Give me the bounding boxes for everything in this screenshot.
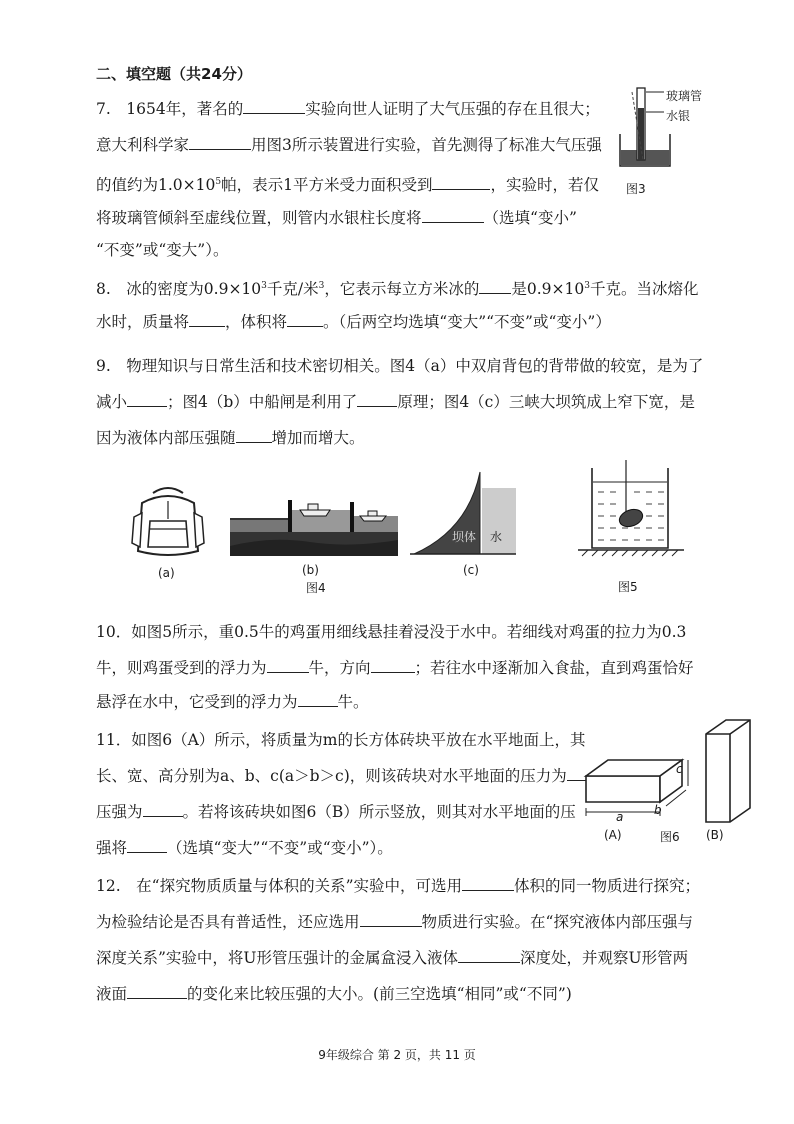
fig4-caption: 图4 [306,581,326,595]
q8-blank-2[interactable] [189,312,225,327]
q10-blank-3[interactable] [298,692,338,707]
figure-6-bricks [582,716,762,826]
q9-line-2: 减小 ；图4（b）中船闸是利用了 原理；图4（c）三峡大坝筑成上窄下宽，是 [96,393,695,411]
fig3-label-tube: 玻璃管 [666,89,703,103]
q7-line-3: 的值约为$1.0\times 10^5$帕，表示1平方米受力面积受到 ，实验时，若仅 [96,176,599,195]
q7-line-5: “不变”或“变大”）。 [96,241,229,259]
q12-line-2: 为检验结论是否具有普适性，还应选用 物质进行实验。在“探究液体内部压强与 [96,913,693,931]
q10-blank-1[interactable] [267,658,309,673]
fig4a-label: (a) [158,566,175,580]
q10-line-1: 10．如图5所示，重0.5牛的鸡蛋用细线悬挂着浸没于水中。若细线对鸡蛋的拉力为0.3 [96,623,687,641]
q9-line-1: 9. 物理知识与日常生活和技术密切相关。图4（a）中双肩背包的背带做的较宽，是为了 [96,357,704,375]
q8-blank-3[interactable] [287,312,323,327]
q7-blank-1[interactable] [243,99,305,114]
q11-line-4: 强将 （选填“变大”“不变”或“变小”）。 [96,839,393,857]
q11-line-2: 长、宽、高分别为a、b、c(a＞b＞c)，则该砖块对水平地面的压力为 [96,766,622,786]
q7-blank-2[interactable] [189,135,251,150]
q10-line-2: 牛，则鸡蛋受到的浮力为 牛，方向 ；若往水中逐渐加入食盐，直到鸡蛋恰好 [96,659,694,677]
q12-line-4: 液面 的变化来比较压强的大小。(前三空选填“相同”或“不同”) [96,985,572,1003]
q12-line-1: 12. 在“探究物质质量与体积的关系”实验中，可选用 体积的同一物质进行探究； [96,877,701,895]
q7-line-4: 将玻璃管倾斜至虚线位置，则管内水银柱长度将 （选填“变小” [96,209,577,227]
q11-line-1: 11．如图6（A）所示，将质量为m的长方体砖块平放在水平地面上，其 [96,731,586,749]
q7-blank-4[interactable] [422,208,484,223]
figure-5-egg-in-water [576,460,686,558]
q9-blank-3[interactable] [236,428,272,443]
fig4b-label: (b) [302,563,319,577]
fig3-label-mercury: 水银 [666,109,691,123]
fig4c-dam-label: 坝体 [452,530,477,544]
q7-line-1: 7. 1654年，著名的 实验向世人证明了大气压强的存在且很大； [96,100,600,118]
fig6-label-c: c [676,762,683,776]
fig4c-water-label: 水 [490,530,503,544]
q12-blank-3[interactable] [458,948,520,963]
q11-blank-3[interactable] [127,838,167,853]
figure-4a-backpack [128,483,208,559]
q8-line-1: 8. 冰的密度为$0.9\times 10^3$千克/米$^3$，它表示每立方米冰的 是$0.9\times 10^3$千克。当冰熔化 [96,280,699,299]
section-title: 二、填空题（共24分） [96,65,252,83]
fig6-caption: 图6 [660,830,680,844]
q10-line-3: 悬浮在水中，它受到的浮力为 牛。 [96,693,369,711]
q10-blank-2[interactable] [371,658,415,673]
fig6-label-b: b [654,803,662,817]
fig3-caption: 图3 [626,182,646,196]
fig6-label-A: (A) [604,828,622,842]
q7-line-2: 意大利科学家 用图3所示装置进行实验，首先测得了标准大气压强 [96,136,602,154]
q12-line-3: 深度关系”实验中，将U形管压强计的金属盒浸入液体 深度处，并观察U形管两 [96,949,689,967]
q8-line-2: 水时，质量将 ，体积将 。（后两空均选填“变大”“不变”或“变小”） [96,313,611,331]
q11-line-3: 压强为 。若将该砖块如图6（B）所示竖放，则其对水平地面的压 [96,803,576,821]
q7-blank-3[interactable] [432,175,490,190]
q12-blank-2[interactable] [360,912,422,927]
fig6-label-B: (B) [706,828,724,842]
fig4c-label: (c) [463,563,479,577]
figure-4b-ship-lock [230,490,398,556]
q11-blank-2[interactable] [143,802,183,817]
fig6-label-a: a [616,810,624,824]
page-footer: 9年级综合 第 2 页，共 11 页 [318,1048,476,1062]
q9-blank-1[interactable] [127,392,167,407]
fig5-caption: 图5 [618,580,638,594]
q8-blank-1[interactable] [479,279,511,294]
q12-blank-4[interactable] [127,984,187,999]
q12-blank-1[interactable] [462,876,514,891]
q9-blank-2[interactable] [357,392,397,407]
q9-line-3: 因为液体内部压强随 增加而增大。 [96,429,365,447]
